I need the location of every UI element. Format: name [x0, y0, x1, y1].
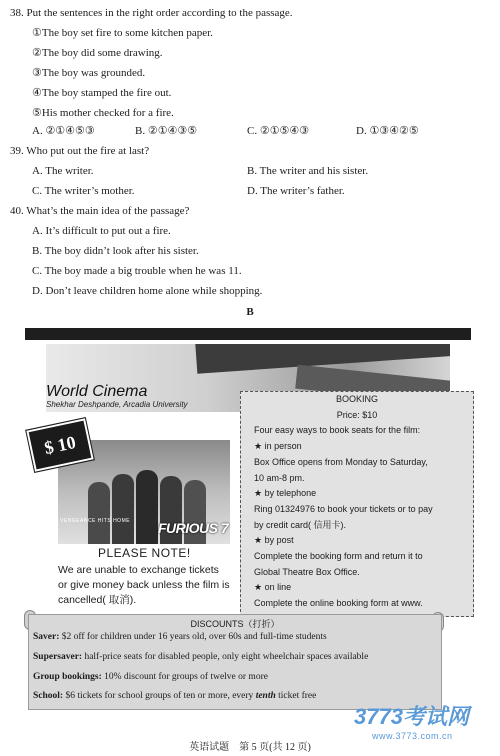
discount-text-tail: ticket free — [275, 691, 317, 701]
actor-figure — [136, 470, 158, 544]
q38-option-c: C. ②①⑤④③ — [247, 125, 310, 137]
discount-row — [33, 652, 368, 662]
discount-row — [33, 632, 327, 642]
booking-line: Ring 01324976 to book your tickets or to pay — [254, 503, 433, 514]
booking-line: Complete the online booking form at www. — [254, 598, 423, 609]
discount-label: Group bookings: — [33, 672, 102, 682]
watermark-url: www.3773.com.cn — [372, 731, 453, 741]
price-badge: $ 10 — [26, 418, 93, 472]
discount-text: 10% discount for groups of twelve or more — [101, 672, 268, 682]
q38-option-d: D. ①③④②⑤ — [356, 125, 419, 137]
discount-text: $2 off for children under 16 years old, over 60s and full-time students — [59, 632, 327, 642]
q38-stem: 38. Put the sentences in the right order according to the passage. — [10, 7, 293, 19]
movie-tagline: VENGEANCE HITS HOME — [60, 518, 131, 524]
q39-option-c: C. The writer’s mother. — [32, 185, 135, 197]
discount-row — [33, 691, 316, 701]
poster-top-bar — [25, 328, 471, 340]
booking-line: ★ by telephone — [254, 488, 317, 499]
note-line: or give money back unless the film is — [58, 579, 230, 591]
discount-text: $6 tickets for school groups of ten or more, every — [63, 691, 256, 701]
page-footer: 英语试题 第 5 页(共 12 页) — [189, 742, 311, 753]
discount-emphasis: tenth — [255, 691, 276, 701]
q40-stem: 40. What’s the main idea of the passage? — [10, 205, 190, 217]
section-b-heading: B — [246, 306, 254, 318]
brand-subtitle: Shekhar Deshpande, Arcadia University — [46, 400, 188, 409]
note-title: PLEASE NOTE! — [98, 546, 191, 560]
booking-price: Price: $10 — [336, 409, 378, 420]
actor-figure — [112, 474, 134, 544]
q38-item-1: ①The boy set fire to some kitchen paper. — [32, 27, 213, 39]
discount-text: half-price seats for disabled people, only eight wheelchair spaces available — [82, 652, 369, 662]
booking-line: Four easy ways to book seats for the film: — [254, 425, 421, 436]
booking-title: BOOKING — [335, 394, 378, 404]
booking-line: ★ in person — [254, 441, 302, 452]
q38-option-b: B. ②①④③⑤ — [135, 125, 198, 137]
booking-panel — [240, 391, 474, 617]
booking-line: ★ by post — [254, 535, 294, 546]
booking-line: Complete the booking form and return it to — [254, 551, 423, 562]
watermark-logo: 3773考试网 — [354, 704, 469, 729]
q40-option-b: B. The boy didn’t look after his sister. — [32, 245, 199, 257]
q38-item-5: ⑤His mother checked for a fire. — [32, 107, 174, 119]
discounts-title: DISCOUNTS（打折） — [190, 619, 280, 629]
booking-line: by credit card( 信用卡). — [254, 519, 347, 530]
booking-line: Box Office opens from Monday to Saturday, — [254, 456, 428, 467]
discount-label: Saver: — [33, 632, 60, 642]
booking-line: Global Theatre Box Office. — [254, 566, 360, 577]
booking-line: 10 am-8 pm. — [254, 472, 305, 483]
actor-figure — [88, 482, 110, 544]
discount-label: School: — [33, 691, 64, 701]
q39-option-b: B. The writer and his sister. — [247, 165, 369, 177]
brand-title: World Cinema — [46, 383, 148, 400]
q39-option-a: A. The writer. — [32, 165, 94, 177]
booking-line: ★ on line — [254, 582, 292, 593]
note-line: cancelled( 取消). — [58, 594, 137, 606]
discount-label: Supersaver: — [33, 652, 83, 662]
q40-option-c: C. The boy made a big trouble when he was 11. — [32, 265, 242, 277]
q39-option-d: D. The writer’s father. — [247, 185, 345, 197]
q38-option-a: A. ②①④⑤③ — [32, 125, 95, 137]
q39-stem: 39. Who put out the fire at last? — [10, 145, 150, 157]
q38-item-4: ④The boy stamped the fire out. — [32, 87, 172, 99]
discounts-panel — [28, 614, 442, 710]
note-line: We are unable to exchange tickets — [58, 564, 219, 576]
q38-item-3: ③The boy was grounded. — [32, 67, 146, 79]
q40-option-a: A. It’s difficult to put out a fire. — [32, 225, 171, 237]
q40-option-d: D. Don’t leave children home alone while shopping. — [32, 285, 263, 297]
discount-row — [33, 672, 268, 682]
movie-title: FURIOUS 7 — [158, 520, 229, 536]
q38-item-2: ②The boy did some drawing. — [32, 47, 163, 59]
